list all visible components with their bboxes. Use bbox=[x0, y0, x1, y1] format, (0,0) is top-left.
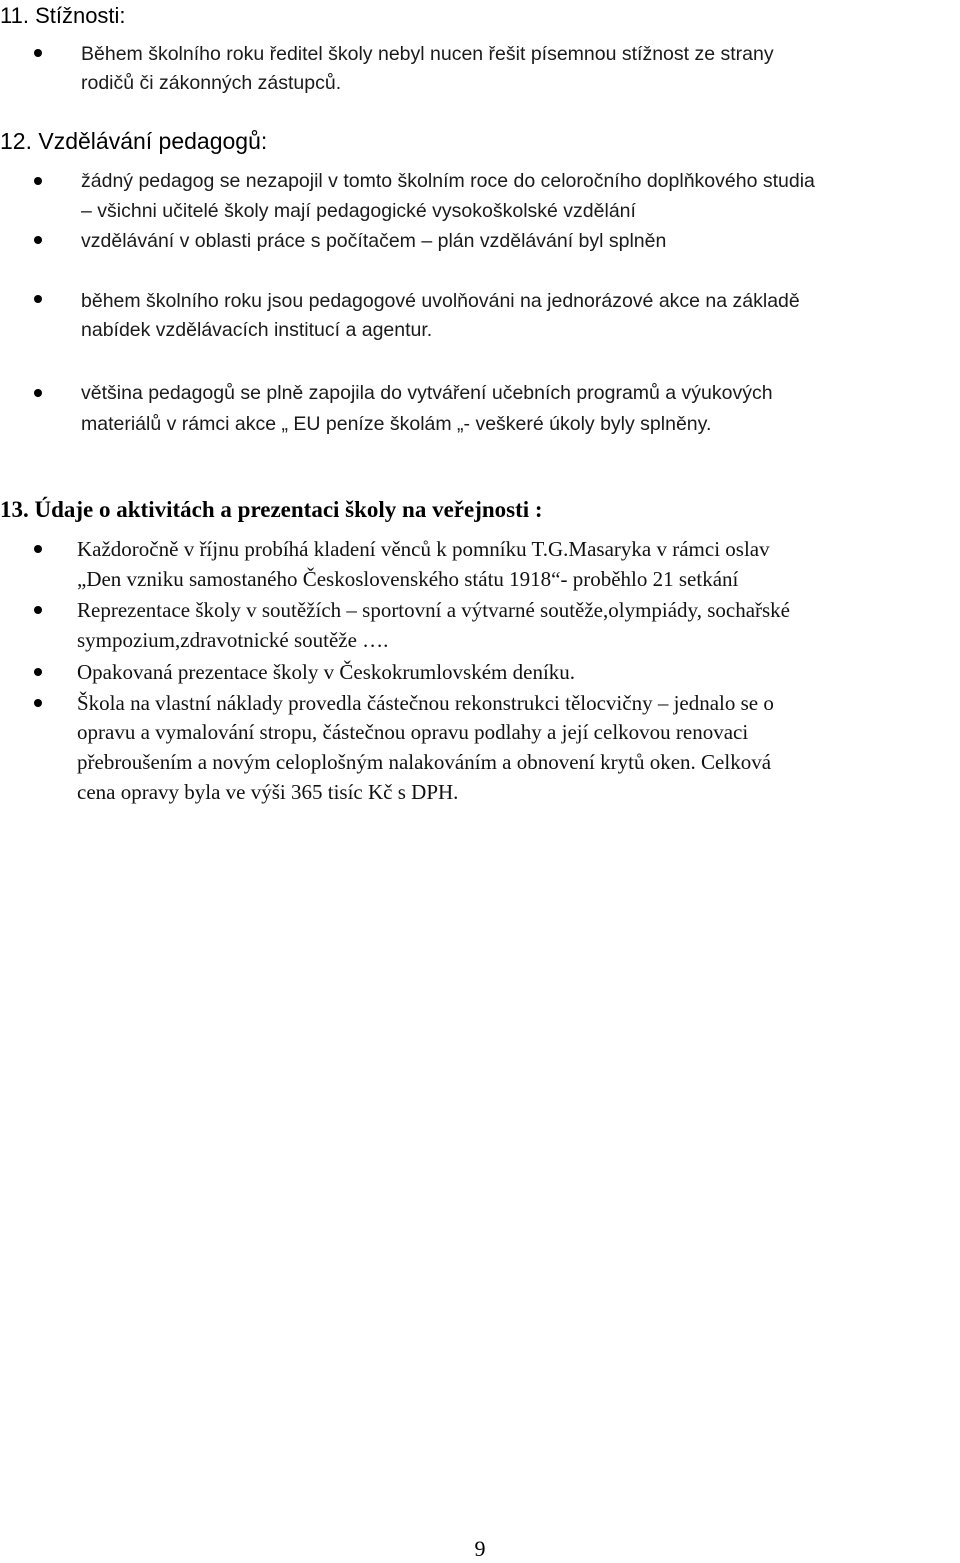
text-line: „Den vzniku samostaného Československého státu 1918“- proběhlo 21 setkání bbox=[77, 567, 739, 591]
bullet-icon bbox=[34, 699, 42, 707]
text-line: vzdělávání v oblasti práce s počítačem – plán vzdělávání byl splněn bbox=[81, 230, 667, 252]
text-line: Každoročně v říjnu probíhá kladení věnců k pomníku T.G.Masaryka v rámci oslav bbox=[77, 537, 770, 561]
bullet-icon bbox=[34, 295, 42, 303]
text-line: cena opravy byla ve výši 365 tisíc Kč s DPH. bbox=[77, 780, 459, 804]
text-line: rodičů či zákonných zástupců. bbox=[81, 72, 342, 94]
text-line: nabídek vzdělávacích institucí a agentur. bbox=[81, 319, 433, 341]
text-line: přebroušením a novým celoplošným nalakováním a obnovení krytů oken. Celková bbox=[77, 750, 772, 774]
text-line: Škola na vlastní náklady provedla částečnou rekonstrukci tělocvičny – jednalo se o bbox=[77, 691, 774, 715]
text-line: – všichni učitelé školy mají pedagogické vysokoškolské vzdělání bbox=[81, 200, 636, 222]
text-line: Během školního roku ředitel školy nebyl nucen řešit písemnou stížnost ze strany bbox=[81, 43, 774, 65]
bullet-icon bbox=[34, 389, 42, 397]
section-11-heading: 11. Stížnosti: bbox=[0, 3, 126, 28]
text-line: sympozium,zdravotnické soutěže …. bbox=[77, 628, 389, 652]
bullet-icon bbox=[34, 668, 42, 676]
bullet-icon bbox=[34, 606, 42, 614]
text-line: materiálů v rámci akce „ EU peníze školám „- veškeré úkoly byly splněny. bbox=[81, 413, 712, 435]
text-line: většina pedagogů se plně zapojila do vytváření učebních programů a výukových bbox=[81, 382, 773, 404]
bullet-icon bbox=[34, 49, 42, 57]
text-line: žádný pedagog se nezapojil v tomto školním roce do celoročního doplňkového studia bbox=[81, 170, 815, 192]
page-number: 9 bbox=[474, 1536, 486, 1561]
section-12-heading: 12. Vzdělávání pedagogů: bbox=[0, 128, 268, 154]
section-13-heading: 13. Údaje o aktivitách a prezentaci školy na veřejnosti : bbox=[0, 497, 543, 522]
text-line: opravu a vymalování stropu, částečnou opravu podlahy a její celkovou renovaci bbox=[77, 720, 749, 744]
bullet-icon bbox=[34, 177, 42, 185]
text-line: Opakovaná prezentace školy v Českokrumlovském deníku. bbox=[77, 660, 576, 684]
bullet-icon bbox=[34, 236, 42, 244]
bullet-icon bbox=[34, 545, 42, 553]
text-line: Reprezentace školy v soutěžích – sportovní a výtvarné soutěže,olympiády, sochařské bbox=[77, 598, 790, 622]
text-line: během školního roku jsou pedagogové uvolňováni na jednorázové akce na základě bbox=[81, 290, 800, 312]
